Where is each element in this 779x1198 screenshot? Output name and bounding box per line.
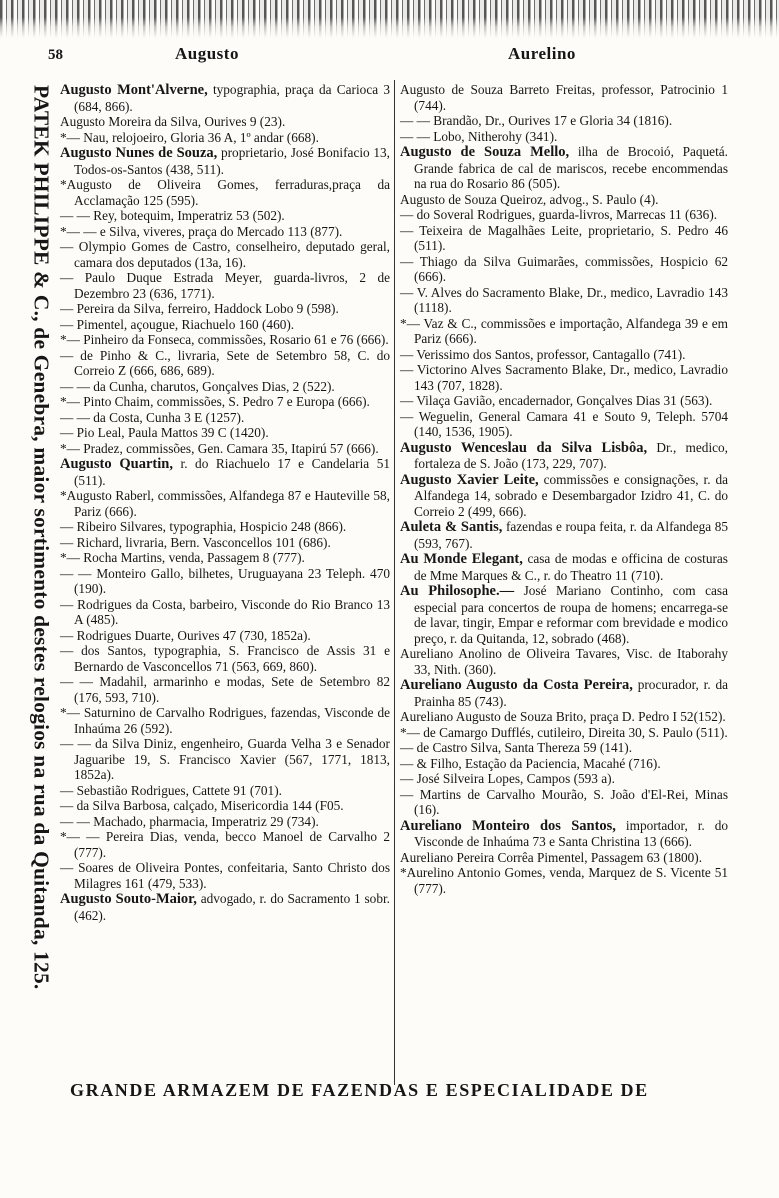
entry-text: — Ribeiro Silvares, typographia, Hospicio 248 (866).	[60, 519, 347, 534]
printed-top-border	[0, 0, 779, 38]
entry-text: *— Pinto Chaim, commissões, S. Pedro 7 e Europa (666).	[60, 394, 370, 409]
entry-text: — Verissimo dos Santos, professor, Cantagallo (741).	[400, 346, 686, 362]
directory-entry	[400, 771, 728, 787]
directory-entry	[60, 348, 390, 379]
directory-entry	[400, 129, 728, 145]
entry-text: — Olympio Gomes de Castro, conselheiro, deputado geral, camara dos deputados (13a, 16).	[60, 239, 390, 270]
directory-entry	[60, 860, 390, 891]
entry-text: — — Machado, pharmacia, Imperatriz 29 (734).	[60, 813, 319, 829]
directory-entry	[60, 130, 390, 146]
column-divider	[394, 80, 395, 1085]
footer-banner: GRANDE ARMAZEM DE FAZENDAS E ESPECIALIDADE DE	[70, 1080, 649, 1100]
directory-entry	[400, 440, 728, 472]
entry-text: typographia, praça da Carioca 3 (684, 866).	[74, 82, 390, 114]
entry-text: — da Silva Barbosa, calçado, Misericordia 144 (F05.	[60, 798, 344, 813]
entry-name-heading: Augusto Souto-Maior,	[60, 891, 197, 907]
entry-text: *Augusto Raberl, commissões, Alfandega 87 e Hauteville 58, Pariz (666).	[60, 488, 390, 519]
directory-entry	[400, 646, 728, 677]
entry-text: Aureliano Pereira Corrêa Pimentel, Passagem 63 (1800).	[400, 849, 703, 865]
directory-entry	[400, 725, 728, 741]
entry-text: fazendas e roupa feita, r. da Alfandega 85 (593, 767).	[414, 519, 728, 551]
directory-entry	[60, 798, 390, 814]
entry-text: Augusto Moreira da Silva, Ourives 9 (23).	[60, 114, 286, 129]
directory-entry	[400, 409, 728, 440]
directory-entry	[400, 192, 728, 208]
directory-entry	[60, 456, 390, 488]
directory-entry	[60, 208, 390, 224]
directory-entry	[400, 583, 728, 646]
directory-entry	[60, 410, 390, 426]
entry-text: *— — Pereira Dias, venda, becco Manoel de Carvalho 2 (777).	[60, 829, 390, 860]
entry-name-heading: Au Philosophe.—	[400, 583, 515, 599]
entry-text: — Teixeira de Magalhães Leite, proprietario, S. Pedro 46 (511).	[400, 222, 728, 253]
entry-text: — Paulo Duque Estrada Meyer, guarda-livros, 2 de Dezembro 23 (636, 1771).	[60, 270, 390, 301]
directory-entry	[60, 224, 390, 240]
directory-entry	[60, 177, 390, 208]
entry-name-heading: Augusto Xavier Leite,	[400, 471, 539, 488]
directory-entry	[400, 519, 728, 551]
entry-name-heading: Augusto Wenceslau da Silva Lisbôa,	[400, 439, 648, 456]
entry-name-heading: Au Monde Elegant,	[400, 551, 523, 567]
directory-entry	[400, 756, 728, 772]
directory-entry	[60, 783, 390, 799]
directory-entry	[400, 393, 728, 409]
entry-text: — de Castro Silva, Santa Thereza 59 (141).	[400, 740, 633, 755]
directory-entry	[400, 362, 728, 393]
entry-text: *— Saturnino de Carvalho Rodrigues, fazendas, Visconde de Inhaúma 26 (592).	[60, 705, 390, 736]
entry-text: — Richard, livraria, Bern. Vasconcellos 101 (686).	[60, 534, 331, 550]
entry-text: — do Soveral Rodrigues, guarda-livros, Marrecas 11 (636).	[400, 207, 718, 222]
entry-name-heading: Aureliano Augusto da Costa Pereira,	[400, 677, 633, 693]
entry-text: — Soares de Oliveira Pontes, confeitaria, Santo Christo dos Milagres 161 (479, 533).	[60, 860, 390, 891]
directory-entry	[400, 740, 728, 756]
entry-text: *— Pinheiro da Fonseca, commissões, Rosario 61 e 76 (666).	[60, 332, 389, 347]
entry-text: — — da Silva Diniz, engenheiro, Guarda Velha 3 e Senador Jaguaribe 19, S. Francisco Xavier (567, 1771, 1813, 1852a).	[60, 736, 390, 782]
entry-name-heading: Augusto Nunes de Souza,	[60, 145, 218, 161]
entry-text: — de Pinho & C., livraria, Sete de Setembro 58, C. do Correio Z (666, 686, 689).	[60, 347, 390, 378]
entry-text: — — Rey, botequim, Imperatriz 53 (502).	[60, 208, 285, 223]
side-advertisement-text: PATEK PHILIPPE & C., de Genebra, maior sortimento destes relogios na rua da Quitanda, 125.	[29, 85, 54, 990]
entry-text: — Thiago da Silva Guimarães, commissões, Hospicio 62 (666).	[400, 253, 728, 284]
directory-entry	[60, 550, 390, 566]
entry-text: — — Madahil, armarinho e modas, Sete de Setembro 82 (176, 593, 710).	[60, 674, 390, 705]
directory-entry	[400, 677, 728, 709]
directory-entry	[60, 239, 390, 270]
entry-text: José Mariano Continho, com casa especial para concertos de roupa de homens; encarrega-se de lavar, tingir, Empar e reformar com brevidade e modico preço, r. da Quitanda, 12, sobrado (468).	[414, 583, 728, 646]
directory-entry	[60, 270, 390, 301]
directory-entry	[60, 705, 390, 736]
directory-entry	[60, 82, 390, 114]
directory-entry	[400, 82, 728, 113]
directory-entry	[400, 316, 728, 347]
entry-text: procurador, r. da Prainha 85 (743).	[414, 677, 728, 709]
directory-entry	[60, 379, 390, 395]
directory-entry	[60, 441, 390, 457]
entry-text: — Vilaça Gavião, encadernador, Gonçalves Dias 31 (563).	[400, 393, 713, 408]
entry-name-heading: Auleta & Santis,	[400, 519, 503, 535]
entry-text: — Rodrigues da Costa, barbeiro, Visconde do Rio Branco 13 A (485).	[60, 596, 390, 627]
entry-text: — — Brandão, Dr., Ourives 17 e Gloria 34 (1816).	[400, 113, 673, 128]
entry-text: proprietario, José Bonifacio 13, Todos-os-Santos (438, 511).	[74, 145, 390, 177]
directory-entry	[400, 709, 728, 725]
directory-entry	[60, 628, 390, 644]
directory-entry	[400, 818, 728, 850]
directory-entry	[400, 850, 728, 866]
directory-entry	[400, 113, 728, 129]
entry-text: — Victorino Alves Sacramento Blake, Dr., medico, Lavradio 143 (707, 1828).	[400, 362, 728, 393]
directory-entry	[60, 394, 390, 410]
entry-text: — Weguelin, General Camara 41 e Souto 9, Teleph. 5704 (140, 1536, 1905).	[400, 408, 728, 439]
entry-text: — — Lobo, Nitherohy (341).	[400, 128, 558, 144]
entry-text: Augusto de Souza Barreto Freitas, professor, Patrocinio 1 (744).	[400, 82, 728, 113]
entry-text: ilha de Brocoió, Paquetá. Grande fabrica de cal de mariscos, recebe encommendas na rua do Rosario 86 (505).	[414, 144, 728, 191]
entry-text: Aureliano Anolino de Oliveira Tavares, Visc. de Itaborahy 33, Nith. (360).	[400, 646, 728, 677]
entry-text: — Pereira da Silva, ferreiro, Haddock Lobo 9 (598).	[60, 301, 339, 316]
directory-entry	[400, 207, 728, 223]
directory-entry	[60, 597, 390, 628]
directory-entry	[400, 551, 728, 583]
entry-text: casa de modas e officina de costuras de Mme Marques & C., r. do Theatro 11 (710).	[414, 551, 728, 583]
running-head-right: Aurelino	[508, 44, 576, 63]
entry-text: *— Vaz & C., commissões e importação, Alfandega 39 e em Pariz (666).	[400, 315, 728, 346]
directory-entry	[400, 865, 728, 896]
entry-text: *— Pradez, commissões, Gen. Camara 35, Itapirú 57 (666).	[60, 440, 379, 456]
entry-text: *Augusto de Oliveira Gomes, ferraduras,praça da Acclamação 125 (595).	[60, 177, 390, 208]
entry-text: — — Monteiro Gallo, bilhetes, Uruguayana 23 Teleph. 470 (190).	[60, 565, 390, 596]
right-column	[400, 82, 728, 896]
directory-entry	[60, 145, 390, 177]
directory-entry	[60, 301, 390, 317]
directory-entry	[60, 317, 390, 333]
entry-text: r. do Riachuelo 17 e Candelaria 51 (511).	[74, 456, 390, 488]
entry-name-heading: Aureliano Monteiro dos Santos,	[400, 817, 616, 834]
directory-entry	[60, 566, 390, 597]
entry-text: — Pimentel, açougue, Riachuelo 160 (460).	[60, 316, 295, 332]
directory-entry	[60, 114, 390, 130]
directory-entry	[400, 144, 728, 192]
entry-text: — — da Cunha, charutos, Gonçalves Dias, 2 (522).	[60, 378, 335, 394]
entry-name-heading: Augusto de Souza Mello,	[400, 144, 570, 160]
entry-text: — Pio Leal, Paula Mattos 39 C (1420).	[60, 425, 269, 440]
entry-name-heading: Augusto Mont'Alverne,	[60, 82, 208, 98]
entry-text: Augusto de Souza Queiroz, advog., S. Paulo (4).	[400, 191, 659, 207]
directory-entry	[400, 472, 728, 520]
entry-text: *— de Camargo Dufflés, cutileiro, Direita 30, S. Paulo (511).	[400, 724, 728, 740]
directory-entry	[60, 332, 390, 348]
left-column	[60, 82, 390, 923]
entry-text: — José Silveira Lopes, Campos (593 a).	[400, 771, 615, 786]
directory-entry	[400, 285, 728, 316]
entry-text: — & Filho, Estação da Paciencia, Macahé (716).	[400, 755, 661, 771]
directory-entry	[400, 787, 728, 818]
entry-text: importador, r. do Visconde de Inhaúma 73 e Santa Christina 13 (666).	[414, 817, 729, 849]
entry-text: *— Nau, relojoeiro, Gloria 36 A, 1º andar (668).	[60, 129, 319, 145]
entry-text: Aureliano Augusto de Souza Brito, praça D. Pedro I 52(152).	[400, 709, 726, 724]
directory-entry	[60, 488, 390, 519]
directory-entry	[60, 829, 390, 860]
entry-text: *Aurelino Antonio Gomes, venda, Marquez de S. Vicente 51 (777).	[400, 865, 728, 896]
entry-text: advogado, r. do Sacramento 1 sobr. (462).	[74, 891, 391, 923]
entry-text: — Martins de Carvalho Mourão, S. João d'El-Rei, Minas (16).	[400, 786, 728, 817]
entry-name-heading: Augusto Quartin,	[60, 456, 173, 472]
entry-text: — — da Costa, Cunha 3 E (1257).	[60, 409, 245, 425]
directory-entry	[60, 891, 390, 923]
directory-entry	[60, 519, 390, 535]
entry-text: — V. Alves do Sacramento Blake, Dr., medico, Lavradio 143 (1118).	[400, 284, 728, 315]
page-number: 58	[48, 47, 63, 63]
directory-entry	[400, 254, 728, 285]
entry-text: *— — e Silva, viveres, praça do Mercado 113 (877).	[60, 223, 343, 239]
entry-text: commissões e consignações, r. da Alfandega 14, sobrado e Desembargador Izidro 41, C. do Correio 2 (499, 666).	[414, 471, 728, 519]
directory-entry	[60, 425, 390, 441]
running-head-left: Augusto	[175, 44, 239, 63]
directory-entry	[400, 223, 728, 254]
directory-entry	[60, 814, 390, 830]
directory-entry	[400, 347, 728, 363]
directory-entry	[60, 736, 390, 783]
entry-text: — dos Santos, typographia, S. Francisco de Assis 31 e Bernardo de Vasconcellos 71 (563, 669, 860).	[60, 643, 390, 674]
entry-text: Dr., medico, fortaleza de S. João (173, 229, 707).	[414, 439, 729, 471]
entry-text: — Sebastião Rodrigues, Cattete 91 (701).	[60, 782, 282, 798]
directory-entry	[60, 674, 390, 705]
directory-entry	[60, 535, 390, 551]
entry-text: — Rodrigues Duarte, Ourives 47 (730, 1852a).	[60, 627, 311, 643]
directory-entry	[60, 643, 390, 674]
entry-text: *— Rocha Martins, venda, Passagem 8 (777).	[60, 550, 305, 565]
